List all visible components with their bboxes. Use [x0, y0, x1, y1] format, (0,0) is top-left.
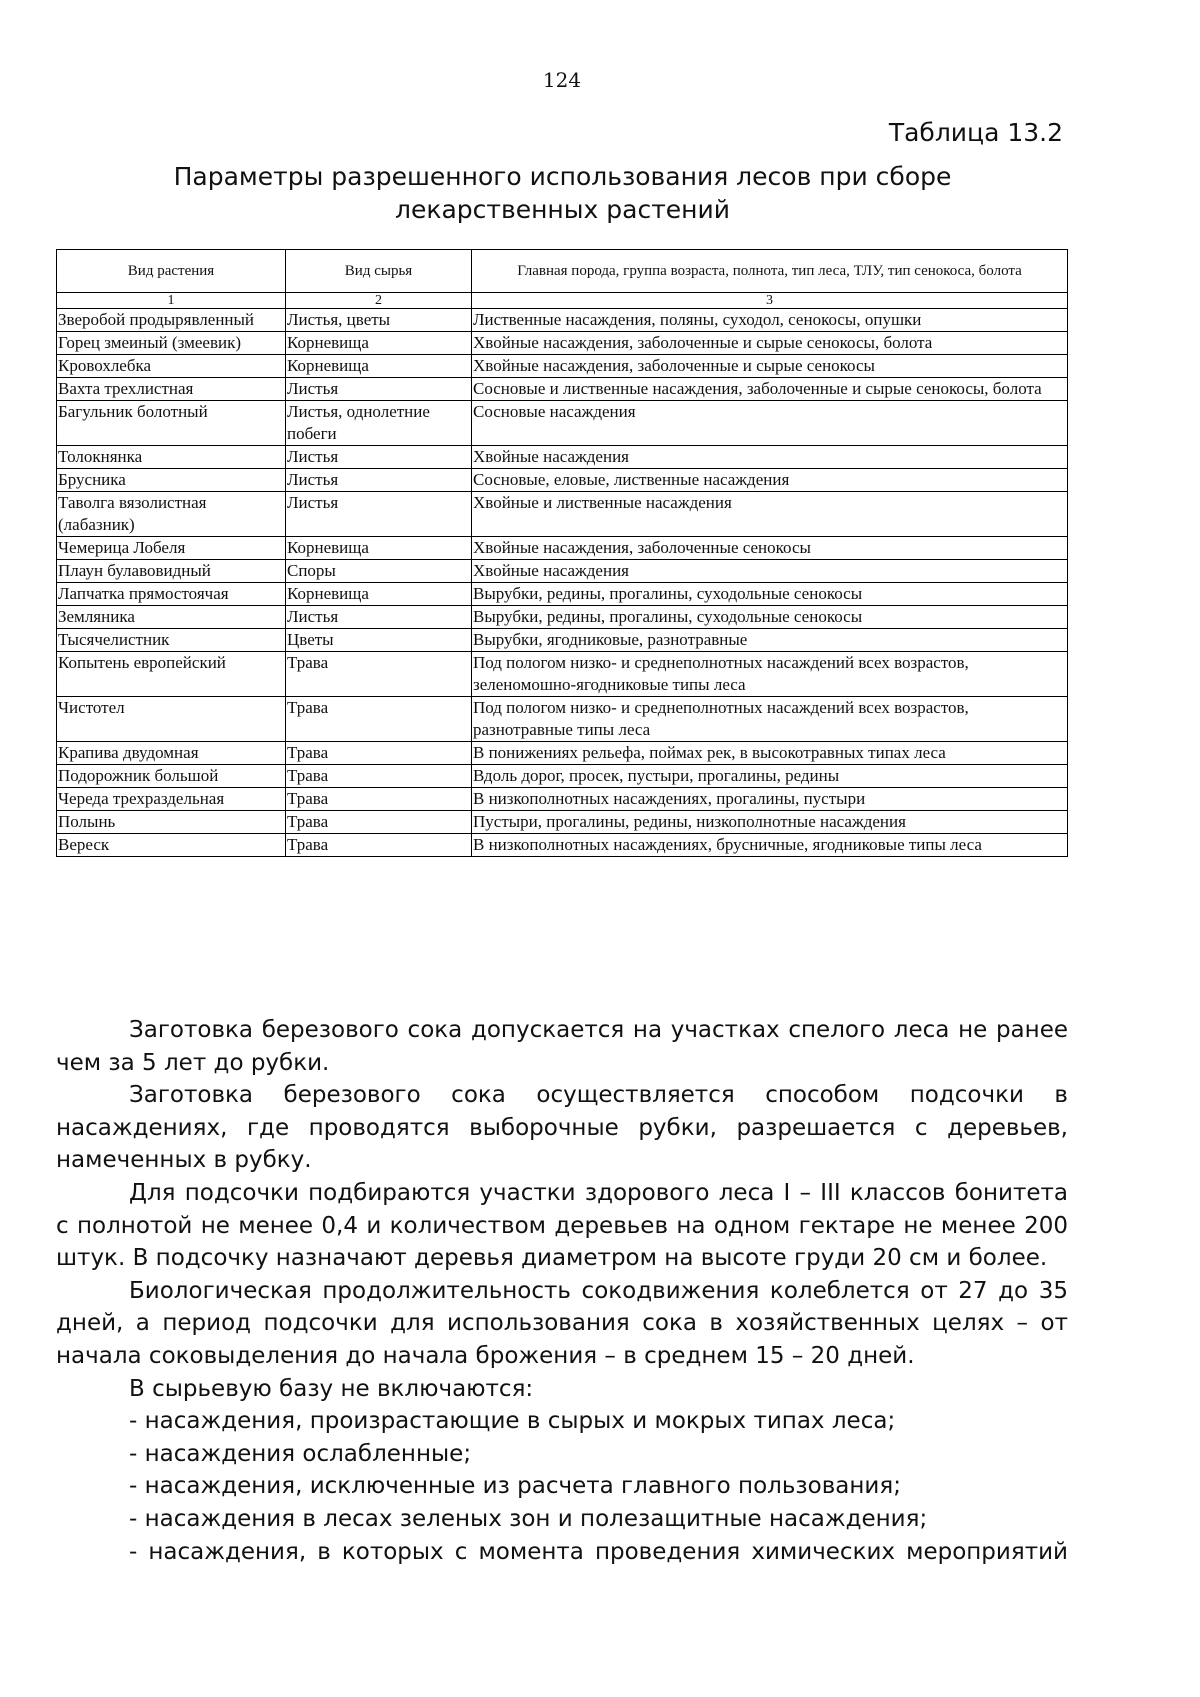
table-row — [57, 355, 1068, 378]
cell-raw-material: Трава — [286, 765, 472, 788]
table-title: Параметры разрешенного использования лесов при сборе лекарственных растений — [173, 162, 952, 224]
cell-plant-species: Чистотел — [57, 697, 286, 742]
table-row — [57, 652, 1068, 697]
column-number: 1 — [57, 293, 286, 309]
cell-forest-parameters: Пустыри, прогалины, редины, низкополнотные насаждения — [472, 811, 1068, 834]
cell-raw-material: Листья — [286, 492, 472, 537]
table-row — [57, 629, 1068, 652]
table-header-row — [57, 250, 1068, 293]
list-item: - насаждения, произрастающие в сырых и мокрых типах леса; — [129, 1408, 896, 1435]
cell-forest-parameters: Под пологом низко- и среднеполнотных насаждений всех возрастов, разнотравные типы леса — [472, 697, 1068, 742]
cell-forest-parameters: В низкополнотных насаждениях, прогалины, пустыри — [472, 788, 1068, 811]
cell-forest-parameters: Под пологом низко- и среднеполнотных насаждений всех возрастов, зеленомошно-ягодниковые типы леса — [472, 652, 1068, 697]
table-row — [57, 378, 1068, 401]
cell-raw-material: Трава — [286, 652, 472, 697]
cell-raw-material: Листья — [286, 606, 472, 629]
cell-raw-material: Листья, однолетние побеги — [286, 401, 472, 446]
body-text — [56, 1014, 1068, 1568]
column-numbers-row — [57, 293, 1068, 309]
cell-plant-species: Земляника — [57, 606, 286, 629]
cell-raw-material: Трава — [286, 742, 472, 765]
list-item: - насаждения ослабленные; — [129, 1440, 472, 1467]
table-row — [57, 332, 1068, 355]
plants-table — [56, 249, 1068, 857]
cell-forest-parameters: Сосновые насаждения — [472, 401, 1068, 446]
table-row — [57, 537, 1068, 560]
cell-raw-material: Трава — [286, 834, 472, 857]
cell-raw-material: Трава — [286, 788, 472, 811]
excluded-list — [56, 1405, 1068, 1568]
table-row — [57, 560, 1068, 583]
cell-raw-material: Трава — [286, 811, 472, 834]
cell-forest-parameters: Вдоль дорог, просек, пустыри, прогалины, редины — [472, 765, 1068, 788]
table-row — [57, 309, 1068, 332]
table-row — [57, 742, 1068, 765]
cell-forest-parameters: Вырубки, редины, прогалины, суходольные сенокосы — [472, 606, 1068, 629]
cell-raw-material: Листья — [286, 378, 472, 401]
paragraph: Заготовка березового сока осуществляется способом подсочки в насаждениях, где проводятся выборочные рубки, разрешается с деревьев, намеченных в рубку. — [56, 1082, 1068, 1174]
cell-plant-species: Копытень европейский — [57, 652, 286, 697]
cell-raw-material: Корневища — [286, 537, 472, 560]
cell-plant-species: Тысячелистник — [57, 629, 286, 652]
table-label: Таблица 13.2 — [888, 118, 1063, 147]
cell-forest-parameters: Вырубки, редины, прогалины, суходольные сенокосы — [472, 583, 1068, 606]
table-row — [57, 697, 1068, 742]
cell-forest-parameters: Хвойные насаждения, заболоченные и сырые сенокосы, болота — [472, 332, 1068, 355]
column-number: 2 — [286, 293, 472, 309]
cell-forest-parameters: В низкополнотных насаждениях, брусничные, ягодниковые типы леса — [472, 834, 1068, 857]
paragraph: В сырьевую базу не включаются: — [129, 1375, 534, 1402]
table-row — [57, 811, 1068, 834]
cell-raw-material: Трава — [286, 697, 472, 742]
cell-raw-material: Цветы — [286, 629, 472, 652]
cell-forest-parameters: Хвойные насаждения, заболоченные и сырые сенокосы — [472, 355, 1068, 378]
cell-raw-material: Корневища — [286, 583, 472, 606]
table-row — [57, 469, 1068, 492]
cell-forest-parameters: В понижениях рельефа, поймах рек, в высокотравных типах леса — [472, 742, 1068, 765]
header-plant-species: Вид растения — [57, 250, 286, 293]
table-row — [57, 834, 1068, 857]
cell-plant-species: Лапчатка прямостоячая — [57, 583, 286, 606]
table-row — [57, 606, 1068, 629]
cell-plant-species: Крапива двудомная — [57, 742, 286, 765]
table-row — [57, 446, 1068, 469]
cell-forest-parameters: Хвойные и лиственные насаждения — [472, 492, 1068, 537]
paragraph: Биологическая продолжительность сокодвижения колеблется от 27 до 35 дней, а период подсочки для использования сока в хозяйственных целях – от начала соковыделения до начала брожения – в среднем 15 – 20 дней. — [56, 1277, 1068, 1369]
cell-plant-species: Зверобой продырявленный — [57, 309, 286, 332]
header-raw-material: Вид сырья — [286, 250, 472, 293]
cell-plant-species: Полынь — [57, 811, 286, 834]
cell-plant-species: Багульник болотный — [57, 401, 286, 446]
cell-plant-species: Кровохлебка — [57, 355, 286, 378]
table-row — [57, 788, 1068, 811]
list-item: - насаждения, исключенные из расчета главного пользования; — [129, 1473, 901, 1500]
cell-forest-parameters: Хвойные насаждения — [472, 446, 1068, 469]
cell-plant-species: Подорожник большой — [57, 765, 286, 788]
table-row — [57, 492, 1068, 537]
cell-forest-parameters: Сосновые и лиственные насаждения, заболоченные и сырые сенокосы, болота — [472, 378, 1068, 401]
page-number: 124 — [542, 68, 582, 92]
cell-plant-species: Таволга вязолистная (лабазник) — [57, 492, 286, 537]
header-forest-parameters: Главная порода, группа возраста, полнота, тип леса, ТЛУ, тип сенокоса, болота — [472, 250, 1068, 293]
cell-plant-species: Горец змеиный (змеевик) — [57, 332, 286, 355]
list-item: - насаждения в лесах зеленых зон и полезащитные насаждения; — [129, 1505, 928, 1532]
cell-raw-material: Корневища — [286, 355, 472, 378]
cell-raw-material: Листья — [286, 469, 472, 492]
cell-raw-material: Споры — [286, 560, 472, 583]
cell-raw-material: Листья — [286, 446, 472, 469]
cell-plant-species: Череда трехраздельная — [57, 788, 286, 811]
paragraph: Для подсочки подбираются участки здорового леса I – III классов бонитета с полнотой не менее 0,4 и количеством деревьев на одном гектаре не менее 200 штук. В подсочку назначают деревья диаметром на высоте груди 20 см и более. — [56, 1179, 1068, 1272]
cell-forest-parameters: Хвойные насаждения — [472, 560, 1068, 583]
cell-forest-parameters: Хвойные насаждения, заболоченные сенокосы — [472, 537, 1068, 560]
cell-plant-species: Чемерица Лобеля — [57, 537, 286, 560]
cell-raw-material: Листья, цветы — [286, 309, 472, 332]
cell-plant-species: Вахта трехлистная — [57, 378, 286, 401]
cell-forest-parameters: Сосновые, еловые, лиственные насаждения — [472, 469, 1068, 492]
table-body — [57, 309, 1068, 857]
cell-forest-parameters: Лиственные насаждения, поляны, суходол, сенокосы, опушки — [472, 309, 1068, 332]
cell-plant-species: Толокнянка — [57, 446, 286, 469]
table-row — [57, 401, 1068, 446]
paragraph: Заготовка березового сока допускается на участках спелого леса не ранее чем за 5 лет до рубки. — [56, 1017, 1068, 1076]
table-row — [57, 765, 1068, 788]
cell-raw-material: Корневища — [286, 332, 472, 355]
column-number: 3 — [472, 293, 1068, 309]
cell-plant-species: Плаун булавовидный — [57, 560, 286, 583]
cell-plant-species: Брусника — [57, 469, 286, 492]
cell-forest-parameters: Вырубки, ягодниковые, разнотравные — [472, 629, 1068, 652]
cell-plant-species: Вереск — [57, 834, 286, 857]
table-row — [57, 583, 1068, 606]
list-item: - насаждения, в которых с момента проведения химических мероприятий — [129, 1538, 1068, 1565]
